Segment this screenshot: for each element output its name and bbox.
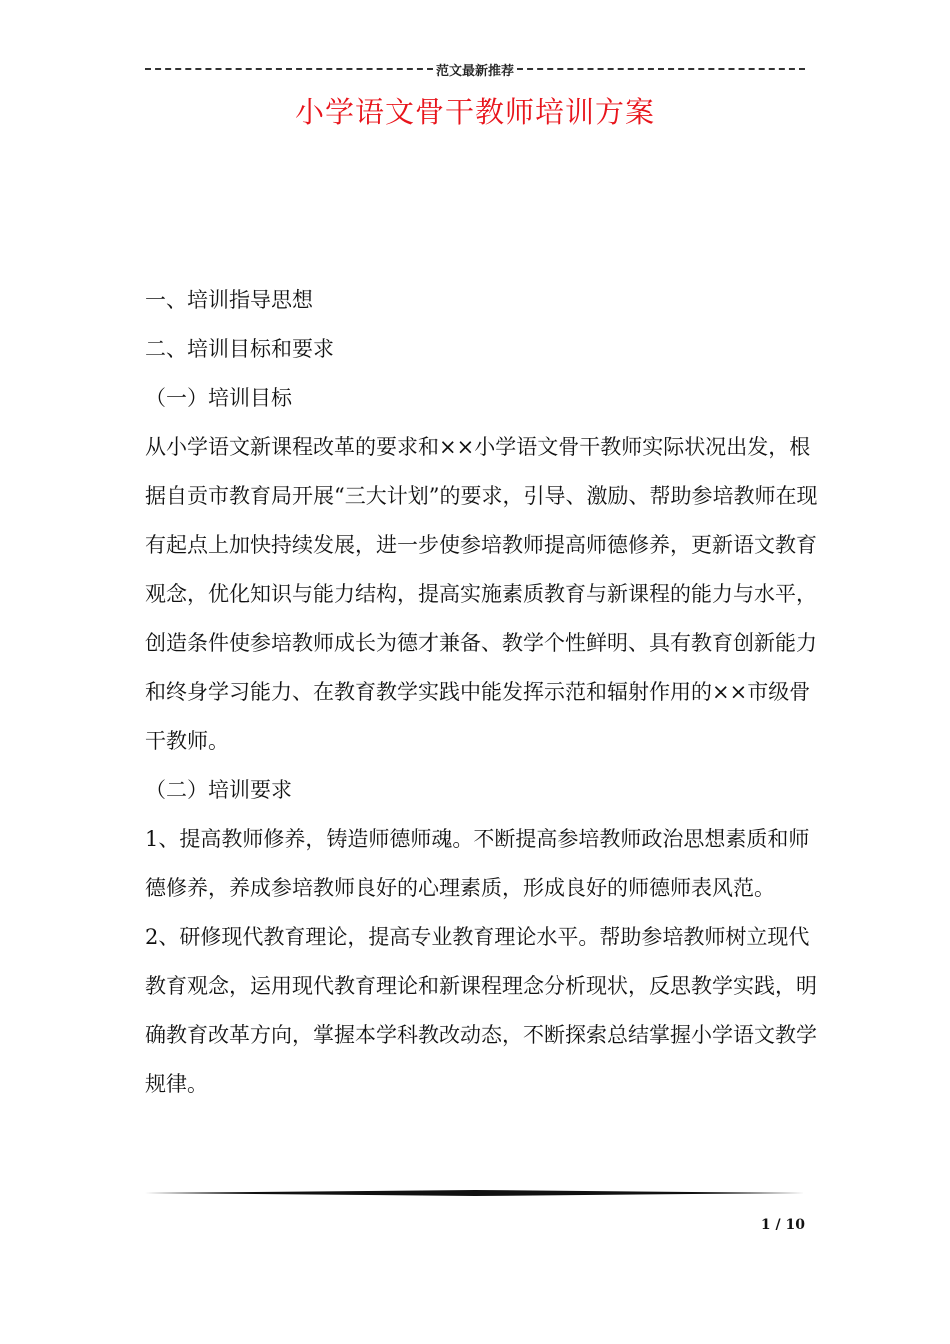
document-title: 小学语文骨干教师培训方案 xyxy=(294,95,655,129)
header-dash-right xyxy=(517,68,805,70)
header-text: 范文最新推荐 xyxy=(436,63,515,79)
paragraph-goals-body: 从小学语文新课程改革的要求和××小学语文骨干教师实际状况出发，根据自贡市教育局开展“三大计划”的要求，引导、激励、帮助参培教师在现有起点上加快持续发展，进一步使参培教师提高师德修养，更新语文教育观念，优化知识与能力结构，提高实施素质教育与新课程的能力与水平，创造条件使参培教师成长为德才兼备、教学个性鲜明、具有教育创新能力和终身学习能力、在教育教学实践中能发挥示范和辐射作用的××市级骨干教师。 xyxy=(145,435,818,753)
document-body xyxy=(145,276,820,1109)
heading-guiding-ideology: 一、培训指导思想 xyxy=(145,288,313,312)
header-dash-left xyxy=(145,68,433,70)
page-number: 1 / 10 xyxy=(760,1217,805,1233)
subheading-training-requirements: （二）培训要求 xyxy=(145,778,292,802)
paragraph-requirement-1: 1、提高教师修养，铸造师德师魂。不断提高参培教师政治思想素质和师德修养，养成参培教师良好的心理素质，形成良好的师德师表风范。 xyxy=(145,827,810,900)
subheading-training-goals: （一）培训目标 xyxy=(145,386,292,410)
heading-goals-requirements: 二、培训目标和要求 xyxy=(145,337,334,361)
footer-rule xyxy=(145,1190,805,1196)
paragraph-requirement-2: 2、研修现代教育理论，提高专业教育理论水平。帮助参培教师树立现代教育观念，运用现代教育理论和新课程理念分析现状，反思教学实践，明确教育改革方向，掌握本学科教改动态，不断探索总结掌握小学语文教学规律。 xyxy=(145,925,817,1096)
page-header xyxy=(145,58,805,80)
